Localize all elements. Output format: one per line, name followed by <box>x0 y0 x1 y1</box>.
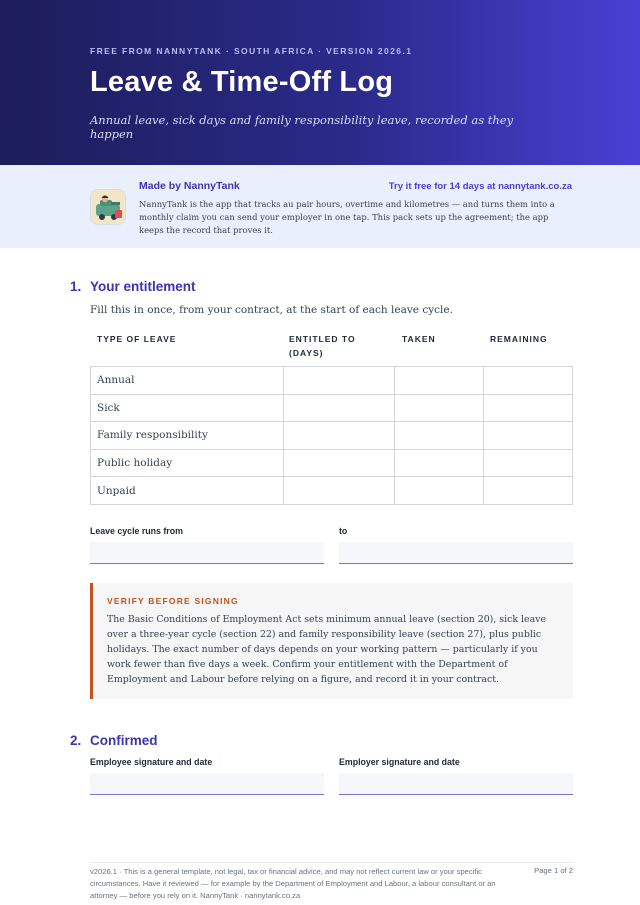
section-title: Confirmed <box>90 733 158 748</box>
table-header <box>90 332 573 366</box>
remaining-cell[interactable] <box>484 449 573 477</box>
cycle-from-field[interactable] <box>90 542 324 564</box>
entitled-cell[interactable] <box>283 367 395 395</box>
promo-banner <box>0 165 640 248</box>
promo-title: Made by NannyTank <box>139 180 240 192</box>
section-heading-entitlement <box>70 279 196 294</box>
taken-cell[interactable] <box>395 477 484 505</box>
leave-type: Public holiday <box>91 449 284 477</box>
section-heading-confirmed <box>70 733 158 748</box>
promo-link[interactable]: Try it free for 14 days at nannytank.co.za <box>388 181 572 192</box>
promo-description: NannyTank is the app that tracks au pair hours, overtime and kilometres — and turns them into a monthly claim you can send your employer in one tap. This pack sets up the agreement; the app keeps the record that proves it. <box>139 199 555 235</box>
column-header: TAKEN <box>402 334 436 344</box>
taken-cell[interactable] <box>395 394 484 422</box>
taken-cell[interactable] <box>395 449 484 477</box>
leave-type: Annual <box>91 367 284 395</box>
employee-signature-label: Employee signature and date <box>90 757 213 767</box>
nannytank-logo-icon <box>90 189 126 225</box>
verify-callout <box>90 583 573 699</box>
entitled-cell[interactable] <box>283 422 395 450</box>
taken-cell[interactable] <box>395 367 484 395</box>
section-title: Your entitlement <box>90 279 196 294</box>
callout-title: VERIFY BEFORE SIGNING <box>107 596 239 606</box>
cycle-to-field[interactable] <box>339 542 573 564</box>
entitled-cell[interactable] <box>283 449 395 477</box>
remaining-cell[interactable] <box>484 367 573 395</box>
page-number: Page 1 of 2 <box>534 866 573 875</box>
footer-divider <box>90 862 573 863</box>
remaining-cell[interactable] <box>484 394 573 422</box>
page-header <box>0 0 640 165</box>
remaining-cell[interactable] <box>484 422 573 450</box>
section-number: 1. <box>70 279 82 294</box>
table-row <box>91 367 573 395</box>
employer-signature-label: Employer signature and date <box>339 757 460 767</box>
entitled-cell[interactable] <box>283 394 395 422</box>
table-row <box>91 394 573 422</box>
table-row <box>91 449 573 477</box>
leave-type: Unpaid <box>91 477 284 505</box>
employer-signature-field[interactable] <box>339 773 573 795</box>
table-row <box>91 477 573 505</box>
cycle-to-label: to <box>339 526 348 536</box>
column-header: REMAINING <box>490 334 548 344</box>
section-lead: Fill this in once, from your contract, at the start of each leave cycle. <box>90 304 453 316</box>
column-header: TYPE OF LEAVE <box>97 334 177 344</box>
leave-table <box>90 366 573 505</box>
cycle-from-label: Leave cycle runs from <box>90 526 183 536</box>
section-number: 2. <box>70 733 82 748</box>
remaining-cell[interactable] <box>484 477 573 505</box>
page-title: Leave & Time-Off Log <box>90 66 394 98</box>
footer-disclaimer: v2026.1 · This is a general template, not legal, tax or financial advice, and may not reflect current law or your specific circumstances. Have it reviewed — for example by the Department of Employment and Labour, a labour consultant or an attorney — before you rely on it. NannyTank · nannytank.co.za <box>90 867 496 901</box>
table-row <box>91 422 573 450</box>
header-kicker: FREE FROM NANNYTANK · SOUTH AFRICA · VERSION 2026.1 <box>90 46 413 56</box>
callout-body: The Basic Conditions of Employment Act sets minimum annual leave (section 20), sick leave over a three-year cycle (section 22) and family responsibility leave (section 27), plus public holidays. The exact number of days depends on your working pattern — particularly if you work fewer than five days a week. Confirm your entitlement with the Department of Employment and Labour before relying on a figure, and record it in your contract. <box>107 614 547 686</box>
leave-type: Sick <box>91 394 284 422</box>
leave-type: Family responsibility <box>91 422 284 450</box>
column-header: ENTITLED TO (DAYS) <box>289 334 356 358</box>
page-subtitle: Annual leave, sick days and family responsibility leave, recorded as they happen <box>90 113 514 141</box>
entitled-cell[interactable] <box>283 477 395 505</box>
employee-signature-field[interactable] <box>90 773 324 795</box>
taken-cell[interactable] <box>395 422 484 450</box>
